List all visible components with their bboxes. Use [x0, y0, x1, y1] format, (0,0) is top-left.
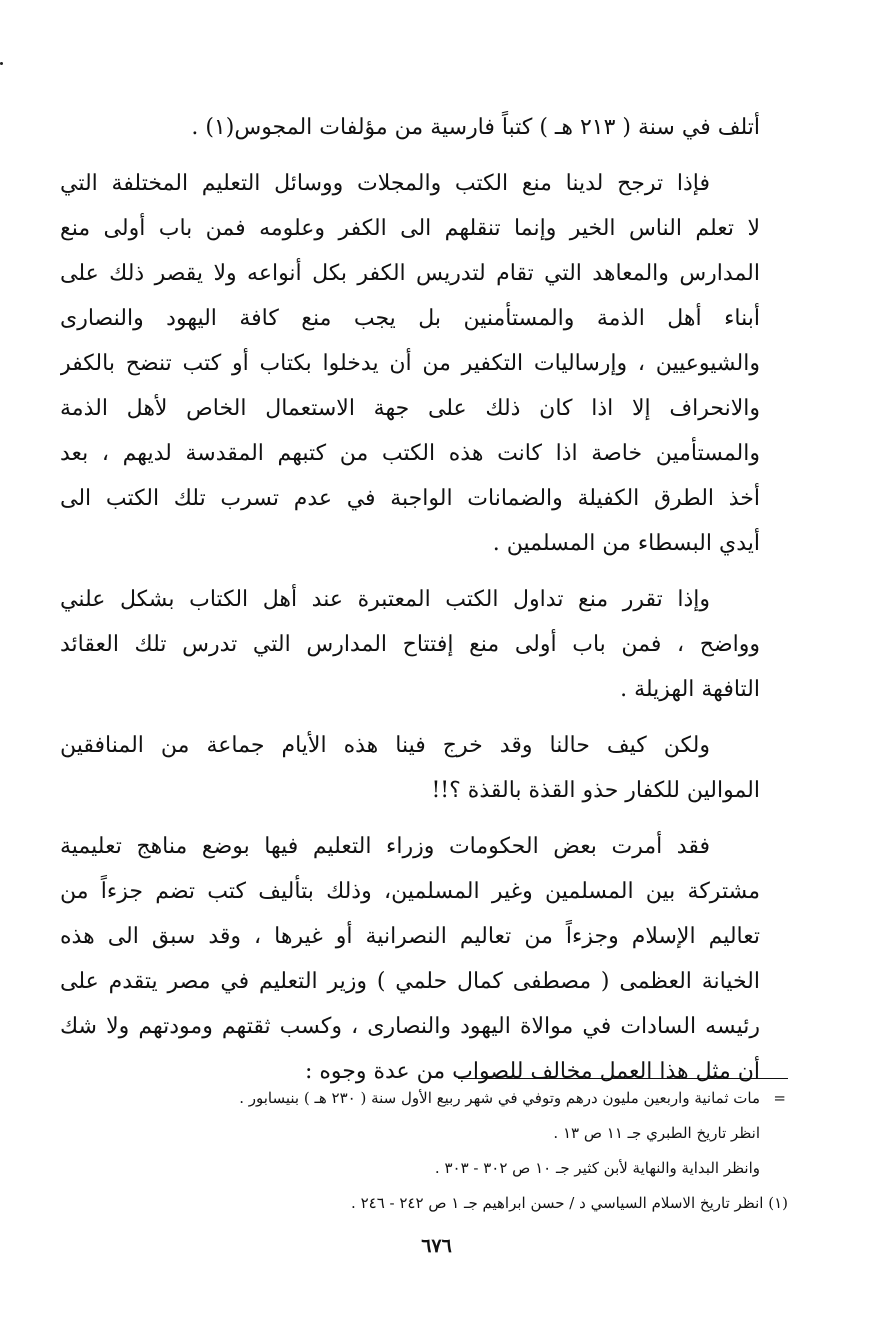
text-line: والشيوعيين ، وإرساليات التكفير من أن يدخلوا بكتاب أو كتب تنضح بالكفر	[60, 351, 760, 376]
footnote-line	[108, 1081, 788, 1116]
footnote-line: انظر تاريخ الطبري جـ ١١ ص ١٣ .	[553, 1124, 760, 1142]
footnote-continuation-mark: =	[773, 1089, 786, 1107]
text-line: أيدي البسطاء من المسلمين .	[492, 531, 760, 556]
paragraph-4	[60, 723, 760, 813]
text-line: أخذ الطرق الكفيلة والضمانات الواجبة في عدم تسرب تلك الكتب الى	[60, 486, 760, 511]
text-line: مشتركة بين المسلمين وغير المسلمين، وذلك بتأليف كتب تضم جزءاً من	[60, 879, 760, 904]
scan-speck	[0, 62, 3, 65]
text-line: والانحراف إلا اذا كان ذلك على جهة الاستعمال الخاص لأهل الذمة	[60, 396, 760, 421]
text-line: تعاليم الإسلام وجزءاً من تعاليم النصرانية أو غيرها ، وقد سبق الى هذه	[60, 924, 760, 949]
text-line: فقد أمرت بعض الحكومات وزراء التعليم فيها بوضع مناهج تعليمية	[60, 834, 710, 859]
text-line: المدارس والمعاهد التي تقام لتدريس الكفر بكل أنواعه ولا يقصر ذلك على	[60, 261, 760, 286]
footnote-line: (١) انظر تاريخ الاسلام السياسي د / حسن ابراهيم جـ ١ ص ٢٤٢ - ٢٤٦ .	[351, 1194, 788, 1212]
text-line: رئيسه السادات في موالاة اليهود والنصارى ، وكسب ثقتهم ومودتهم ولا شك	[60, 1014, 760, 1039]
text-line: فإذا ترجح لدينا منع الكتب والمجلات ووسائل التعليم المختلفة التي	[60, 171, 710, 196]
footnote-line: وانظر البداية والنهاية لأبن كثير جـ ١٠ ص ٣٠٢ - ٣٠٣ .	[434, 1159, 760, 1177]
text-line: أن مثل هذا العمل مخالف للصواب من عدة وجوه :	[304, 1059, 760, 1084]
footnote-separator	[458, 1078, 788, 1079]
page-number: ٦٧٦	[421, 1235, 452, 1257]
text-line: ولكن كيف حالنا وقد خرج فينا هذه الأيام جماعة من المنافقين	[60, 733, 710, 758]
text-line: لا تعلم الناس الخير وإنما تنقلهم الى الكفر وعلومه فمن باب أولى منع	[60, 216, 760, 241]
text-line: التافهة الهزيلة .	[620, 677, 760, 702]
text-line: والمستأمين خاصة اذا كانت هذه الكتب من كتبهم المقدسة لديهم ، بعد	[60, 441, 760, 466]
paragraph-3	[60, 577, 760, 712]
text-line: الموالين للكفار حذو القذة بالقذة ؟!!	[431, 778, 760, 803]
footnote-text: مات ثمانية واربعين مليون درهم وتوفي في شهر ربيع الأول سنة ( ٢٣٠ هـ ) بنيسابور .	[239, 1089, 760, 1107]
paragraph-2	[60, 161, 760, 566]
paragraph-1	[60, 105, 760, 150]
text-line: الخيانة العظمى ( مصطفى كمال حلمي ) وزير التعليم في مصر يتقدم على	[60, 969, 760, 994]
text-line: وواضح ، فمن باب أولى منع إفتتاح المدارس التي تدرس تلك العقائد	[60, 632, 760, 657]
text-line: وإذا تقرر منع تداول الكتب المعتبرة عند أهل الكتاب بشكل علني	[60, 587, 710, 612]
footnotes	[108, 1078, 788, 1221]
text-line: أبناء أهل الذمة والمستأمنين بل يجب منع كافة اليهود والنصارى	[60, 306, 760, 331]
main-text	[60, 105, 760, 1094]
paragraph-5	[60, 824, 760, 1094]
text-line: أتلف في سنة ( ٢١٣ هـ ) كتباً فارسية من مؤلفات المجوس(١) .	[191, 115, 760, 140]
